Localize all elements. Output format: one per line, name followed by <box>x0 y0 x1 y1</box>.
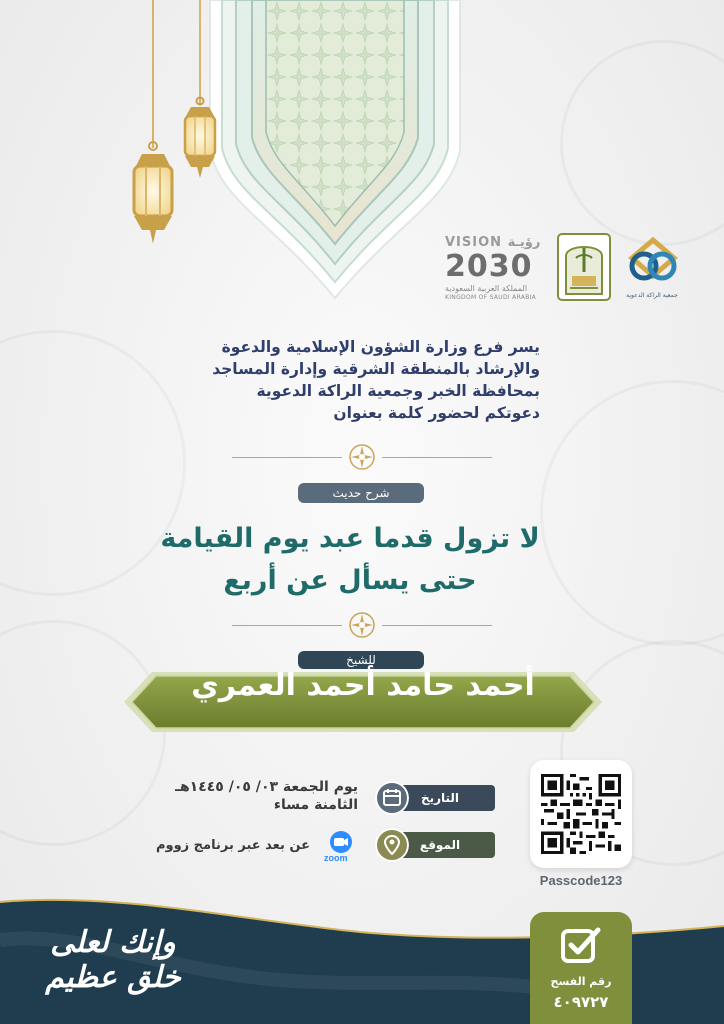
intro-line: بمحافظة الخبر وجمعية الراكة الدعوية <box>256 382 540 400</box>
passcode-text: Passcode123 <box>539 873 623 888</box>
rosette-icon <box>348 443 376 471</box>
intro-paragraph <box>200 336 540 424</box>
vision-year: 2030 <box>445 249 533 284</box>
divider-line <box>232 625 342 626</box>
vision-title: VISION رؤيـة <box>445 235 541 250</box>
speaker-name: أحمد حامد أحمد العمري <box>191 668 535 703</box>
topic-tag: شرح حديث <box>298 483 424 503</box>
association-caption: جمعية الراكة الدعوية <box>626 292 678 299</box>
zoom-icon <box>326 830 356 854</box>
intro-line: دعوتكم لحضور كلمة بعنوان <box>333 404 540 422</box>
lantern-cord <box>152 0 154 148</box>
qr-code-card[interactable] <box>530 760 632 868</box>
zoom-label: zoom <box>324 853 348 863</box>
checkmark-icon <box>560 926 602 964</box>
divider-line <box>382 625 492 626</box>
background-ornament <box>560 40 724 246</box>
intro-line: والإرشاد بالمنطقة الشرقية وإدارة المساجد <box>212 360 540 378</box>
ministry-emblem-icon <box>556 232 612 302</box>
permit-label: رقم الفسح <box>550 975 612 988</box>
title-line: حتى يسأل عن أربع <box>223 565 477 596</box>
rosette-icon <box>348 611 376 639</box>
arch-window-ornament <box>200 0 470 300</box>
background-ornament <box>540 380 724 646</box>
title-line: لا تزول قدما عبد يوم القيامة <box>160 523 540 554</box>
vision-2030-logo <box>445 235 550 305</box>
date-line: يوم الجمعة ٠٣/ ٠٥/ ١٤٤٥هـ <box>175 779 358 795</box>
date-label: التاريخ <box>385 785 495 811</box>
location-text: عن بعد عبر برنامج زووم <box>155 838 310 853</box>
lantern-icon <box>124 140 182 250</box>
lecture-title <box>140 518 560 602</box>
vision-subtitle-en: KINGDOM OF SAUDI ARABIA <box>445 294 537 301</box>
vision-subtitle-ar: المملكة العربية السعودية <box>445 284 528 293</box>
lantern-icon <box>178 96 222 182</box>
intro-line: يسر فرع وزارة الشؤون الإسلامية والدعوة <box>221 338 540 356</box>
permit-number: ٤٠٩٧٢٧ <box>553 993 609 1011</box>
date-text <box>110 778 358 814</box>
divider-line <box>382 457 492 458</box>
calendar-icon <box>375 781 409 815</box>
association-emblem-icon <box>622 236 684 298</box>
divider-line <box>232 457 342 458</box>
location-pin-icon <box>375 828 409 862</box>
time-line: الثامنة مساء <box>273 797 358 813</box>
lantern-cord <box>199 0 201 104</box>
calligraphy-verse: وإنك لعلى خلق عظيم <box>45 925 181 995</box>
qr-code-icon[interactable] <box>541 774 621 854</box>
speaker-tag: للشيخ <box>298 651 424 669</box>
location-label: الموقع <box>385 832 495 858</box>
